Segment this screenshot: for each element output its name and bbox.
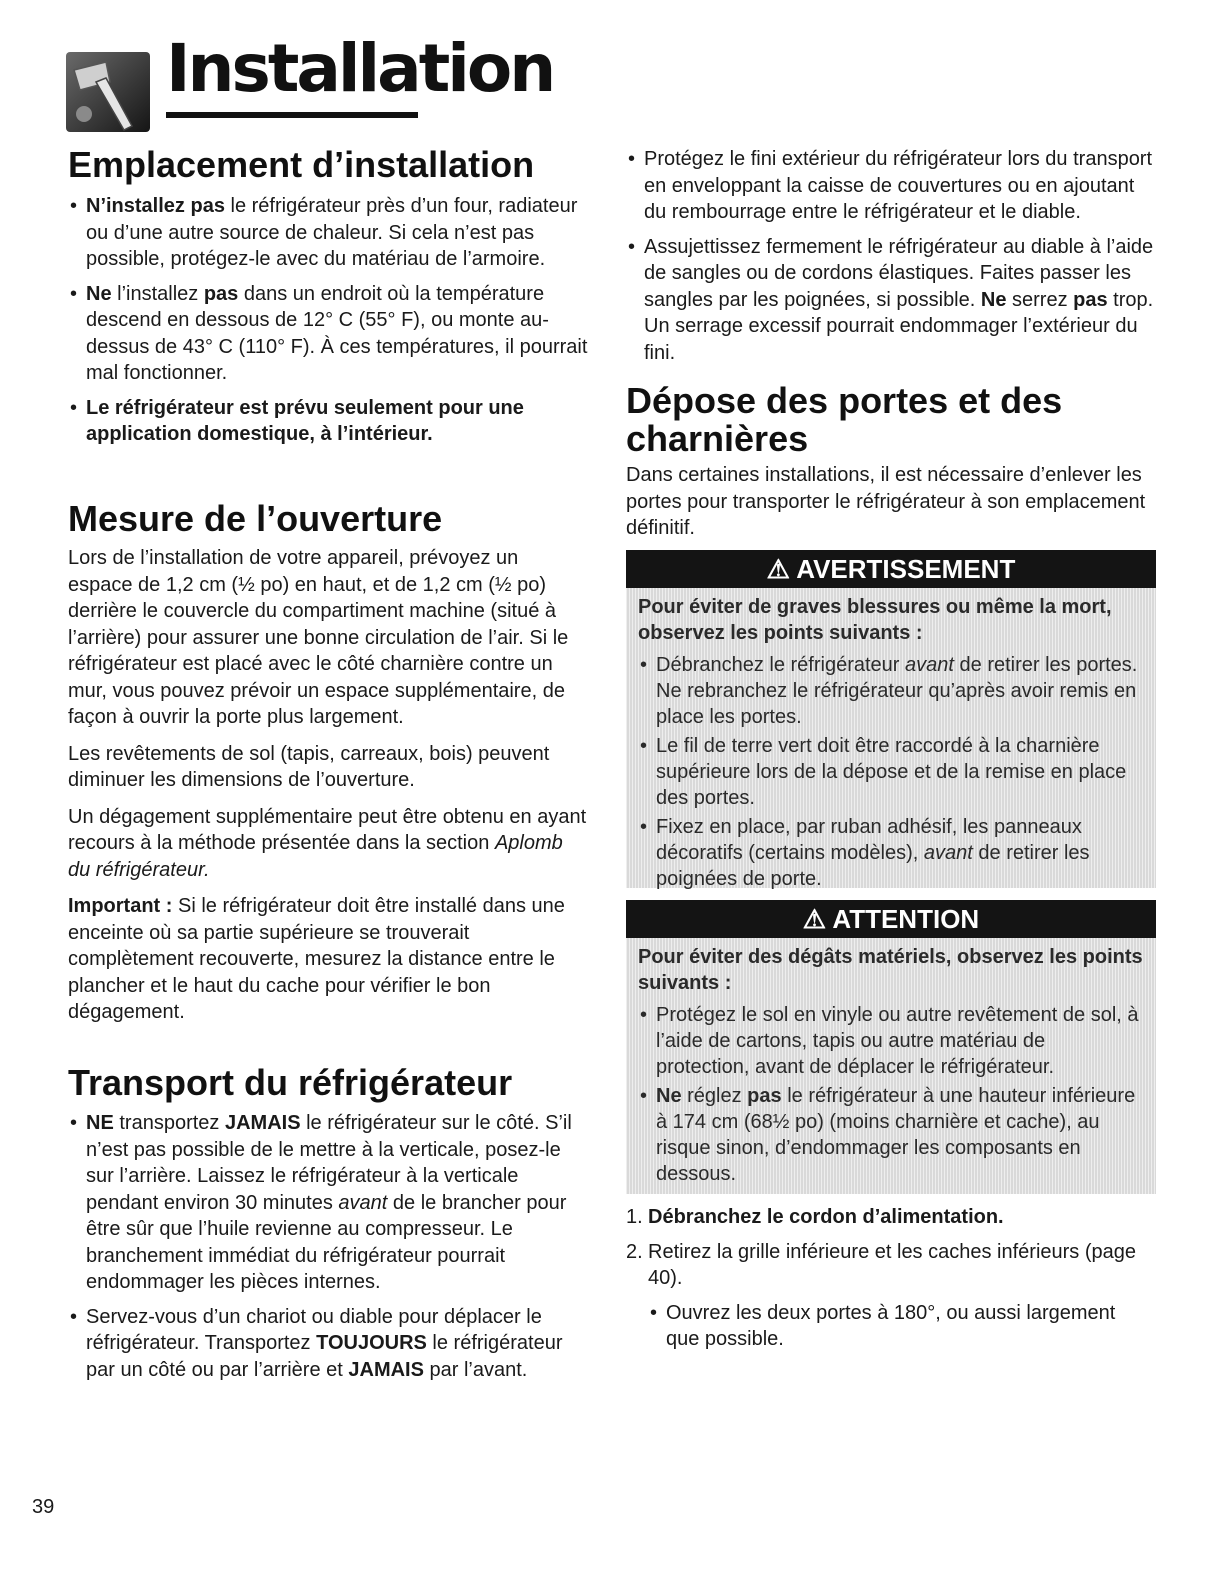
list-item [626, 234, 1156, 367]
text: de retirer les portes. Ne rebranchez le réfrigérateur qu’après avoir remis en place les portes. [656, 654, 1138, 728]
warning-box [626, 550, 1156, 888]
wrench-icon [66, 52, 150, 132]
text: Assujettissez fermement le réfrigérateur au diable à l’aide de sangles ou de cordons élastiques. Faites passer les sangles par les poignées, si possible. [644, 235, 1154, 311]
emphasis-text: avant [923, 842, 973, 864]
text: Fixez en place, par ruban adhésif, les panneaux décoratifs (certains modèles), [656, 816, 1082, 864]
emphasis-text: Important : [68, 895, 173, 917]
text: de retirer les poignées de porte. [656, 842, 1090, 890]
emphasis-text: pas [203, 282, 239, 305]
paragraph [68, 804, 588, 884]
list-item [68, 1110, 588, 1296]
list-item [638, 814, 1144, 892]
warning-triangle-icon: ⚠ [766, 554, 790, 584]
list-item [68, 193, 588, 273]
caution-body [626, 938, 1156, 1196]
step-item [626, 1239, 1146, 1353]
text: Un dégagement supplémentaire peut être obtenu en ayant recours à la méthode présentée dans la section [68, 805, 587, 854]
list-item [68, 1304, 588, 1384]
caution-header [626, 900, 1156, 938]
emphasis-text: Ne [86, 282, 112, 305]
caution-box [626, 900, 1156, 1194]
emphasis-text: Ne [980, 288, 1007, 311]
step-text: Retirez la grille inférieure et les caches inférieurs (page 40). [648, 1240, 1137, 1289]
step-number: 2. [626, 1240, 643, 1263]
emphasis-text: pas [1073, 288, 1108, 311]
paragraph: Dans certaines installations, il est nécessaire d’enlever les portes pour transporter le réfrigérateur à son emplacement définitif. [626, 464, 1146, 539]
list-item [68, 395, 588, 448]
section-reference: Aplomb du réfrigérateur. [68, 832, 563, 881]
emplacement-list [68, 193, 588, 456]
warning-header [626, 550, 1156, 588]
emphasis-text: avant [905, 654, 954, 676]
emphasis-text: avant [338, 1191, 388, 1214]
paragraph: Lors de l’installation de votre appareil, prévoyez un espace de 1,2 cm (½ po) en haut, et de 1,2 cm (½ po) derrière le couvercle du compartiment machine (situé à l’arrière) pour assurer une bonne circulation de l’air. Si le réfrigérateur est placé avec le côté charnière contre un mur, vous pouvez prévoir un espace supplémentaire, de façon à ouvrir la porte plus largement. [68, 547, 569, 728]
emphasis-text: Ne [656, 1085, 682, 1107]
page-title: Installation [166, 30, 554, 107]
text: le réfrigérateur par un côté ou par l’arrière et [86, 1332, 563, 1381]
step-item [626, 1204, 1146, 1231]
warning-label: AVERTISSEMENT [796, 554, 1016, 584]
warning-triangle-icon: ⚠ [802, 904, 827, 934]
text: dans un endroit où la température descend en dessous de 12° C (55° F), ou monte au-dessus de 43° C (110° F). À ces températures, il pourrait mal fonctionner. [86, 282, 588, 384]
caution-label: ATTENTION [832, 904, 980, 934]
section-title-depose: Dépose des portes et des charnières [626, 380, 1063, 459]
section-title-mesure: Mesure de l’ouverture [68, 498, 443, 539]
text: serrez [1006, 288, 1074, 311]
list-item [68, 281, 588, 387]
text: Si le réfrigérateur doit être installé dans une enceinte où sa partie supérieure se trouverait complètement recouverte, mesurez la distance entre le plancher et le haut du cache pour vérifier le bon dégagement. [68, 895, 565, 1023]
steps [626, 1204, 1146, 1361]
section-title-transport: Transport du réfrigérateur [68, 1062, 513, 1103]
list-item: • Protégez le fini extérieur du réfrigérateur lors du transport en enveloppant la caisse de couvertures ou en ajoutant du rembourrage entre le réfrigérateur et le diable. [626, 146, 1156, 226]
text: trop. Un serrage excessif pourrait endommager l’extérieur du fini. [644, 288, 1154, 364]
text: réglez [681, 1085, 748, 1107]
list-item [638, 652, 1144, 730]
list-item: • Le fil de terre vert doit être raccordé à la charnière supérieure lors de la dépose et de la remise en place des portes. [638, 733, 1144, 811]
text: par l’avant. [423, 1358, 528, 1381]
transport-list-continued [626, 146, 1156, 374]
page-number: 39 [32, 1496, 55, 1518]
page-header [66, 22, 554, 134]
text: Servez-vous d’un chariot ou diable pour déplacer le réfrigérateur. Transportez [86, 1305, 542, 1354]
emphasis-text: NE [86, 1112, 114, 1134]
text: de le brancher pour être sûr que l’huile revienne au compresseur. Le branchement immédiat du réfrigérateur pourrait endommager les pièces internes. [86, 1191, 567, 1293]
list-item: • Protégez le sol en vinyle ou autre revêtement de sol, à l’aide de cartons, tapis ou autre matériau de protection, avant de déplacer le réfrigérateur. [638, 1002, 1144, 1080]
paragraph [68, 893, 588, 1026]
step-text: Débranchez le cordon d’alimentation. [648, 1206, 1004, 1228]
emphasis-text: TOUJOURS [316, 1332, 427, 1354]
step-number: 1. [626, 1206, 643, 1228]
list-item [638, 1083, 1144, 1187]
mesure-body [68, 545, 588, 1036]
depose-intro [626, 462, 1146, 552]
caution-lead: Pour éviter des dégâts matériels, observez les points suivants : [638, 946, 1143, 994]
title-underline [166, 112, 418, 118]
list-item: • Ouvrez les deux portes à 180°, ou aussi largement que possible. [648, 1300, 1146, 1353]
emphasis-text: pas [747, 1085, 782, 1107]
warning-lead: Pour éviter de graves blessures ou même la mort, observez les points suivants : [638, 596, 1112, 644]
emphasis-text: pas [190, 195, 225, 217]
text: Débranchez le réfrigérateur [656, 654, 906, 676]
section-title-emplacement: Emplacement d’installation [68, 144, 535, 185]
emphasis-text: JAMAIS [348, 1358, 424, 1381]
text: le réfrigérateur sur le côté. S’il n’est pas possible de le mettre à la verticale, posez-le sur l’arrière. Laissez le réfrigérateur à la verticale pendant environ 30 minutes [86, 1112, 572, 1214]
transport-list [68, 1110, 588, 1391]
emphasis-text: Le réfrigérateur est prévu seulement pour une application domestique, à l’intérieur. [86, 396, 524, 445]
emphasis-text: JAMAIS [224, 1112, 301, 1134]
text: le réfrigérateur à une hauteur inférieure à 174 cm (68½ po) (moins charnière et cache), au risque sinon, d’endommager les composants en dessous. [656, 1085, 1136, 1185]
warning-body [626, 588, 1156, 901]
text: le réfrigérateur près d’un four, radiateur ou d’une autre source de chaleur. Si cela n’est pas possible, protégez-le avec du matériau de l’armoire. [86, 195, 578, 270]
paragraph: Les revêtements de sol (tapis, carreaux, bois) peuvent diminuer les dimensions de l’ouverture. [68, 742, 550, 791]
text: l’installez [111, 282, 204, 305]
text: transportez [113, 1112, 225, 1134]
emphasis-text: N’installez [86, 195, 185, 217]
